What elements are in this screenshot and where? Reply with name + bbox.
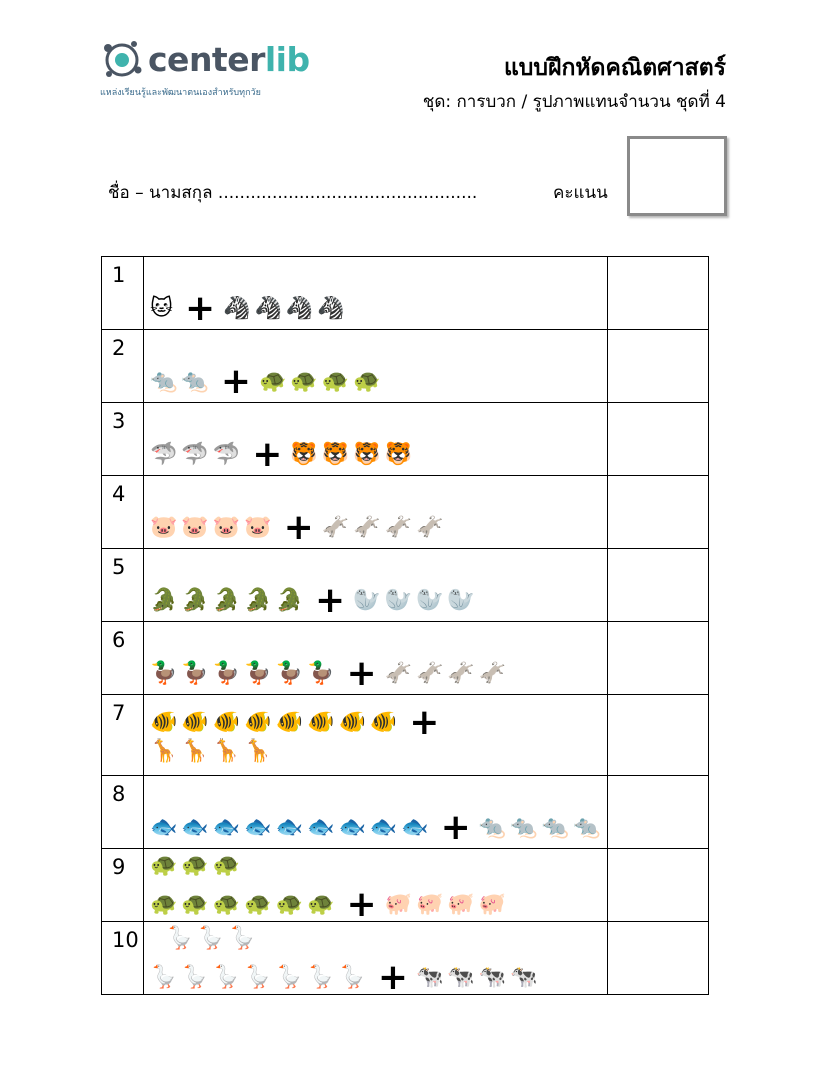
plus-sign: + xyxy=(283,507,314,548)
left-group xyxy=(150,444,244,466)
left-group xyxy=(150,298,177,320)
goose-icon: 🪿 xyxy=(307,965,335,990)
goldfish-icon: 🐠 xyxy=(275,710,304,735)
rat-icon: 🐀 xyxy=(181,369,209,394)
duck-icon: 🦆 xyxy=(150,661,178,686)
answer-cell[interactable] xyxy=(608,403,709,476)
zebra-icon: 🦓 xyxy=(254,296,282,321)
walrus-icon: 🦭 xyxy=(447,588,475,613)
worksheet-title: แบบฝึกหัดคณิตศาสตร์ xyxy=(503,55,726,81)
turtle-icon: 🐢 xyxy=(258,369,287,394)
giraffe-icon: 🦒 xyxy=(244,739,272,764)
goose-icon: 🪿 xyxy=(244,965,272,990)
answer-cell[interactable] xyxy=(608,849,709,922)
left-group xyxy=(150,712,401,734)
question-pictures xyxy=(144,549,608,622)
goose-icon: 🪿 xyxy=(166,926,194,951)
plus-sign: + xyxy=(184,288,216,329)
giraffe-icon: 🦒 xyxy=(150,739,178,764)
left-group-top xyxy=(166,928,260,950)
right-group xyxy=(259,371,385,393)
question-row xyxy=(102,403,709,476)
blue-fish-icon: 🐟 xyxy=(307,815,335,840)
crocodile-icon: 🐊 xyxy=(275,588,304,613)
right-group xyxy=(353,590,479,612)
blue-fish-icon: 🐟 xyxy=(181,815,209,840)
question-number: 4 xyxy=(102,476,144,549)
maneki-neko-cat-icon: 🐱 xyxy=(150,296,173,321)
right-group xyxy=(322,517,448,539)
pig-icon: 🐖 xyxy=(447,892,475,917)
left-group xyxy=(150,371,213,393)
question-number: 5 xyxy=(102,549,144,622)
goose-icon: 🪿 xyxy=(181,965,209,990)
right-group xyxy=(385,663,511,685)
sea-turtle-icon: 🐢 xyxy=(212,853,241,878)
tiger-icon: 🐯 xyxy=(384,442,413,467)
score-label: คะแนน xyxy=(553,183,608,203)
duck-icon: 🦆 xyxy=(307,661,335,686)
plus-sign: + xyxy=(346,653,377,694)
goldfish-icon: 🐠 xyxy=(369,710,398,735)
question-number: 7 xyxy=(102,695,144,776)
pig-icon: 🐷 xyxy=(150,515,178,540)
plus-sign: + xyxy=(315,580,346,621)
sea-turtle-icon: 🐢 xyxy=(181,892,209,917)
question-pictures xyxy=(144,403,608,476)
zebra-icon: 🦓 xyxy=(285,296,314,321)
zebra-icon: 🦓 xyxy=(317,296,345,321)
giraffe-icon: 🦒 xyxy=(212,739,241,764)
question-row xyxy=(102,622,709,695)
crocodile-icon: 🐊 xyxy=(212,588,241,613)
answer-cell[interactable] xyxy=(608,549,709,622)
tiger-icon: 🐯 xyxy=(321,442,350,467)
left-group xyxy=(150,663,338,685)
shark-icon: 🦈 xyxy=(212,442,241,467)
left-group xyxy=(150,517,276,539)
left-group xyxy=(150,817,433,839)
rat-icon: 🐀 xyxy=(150,369,178,394)
question-row xyxy=(102,476,709,549)
sea-turtle-icon: 🐢 xyxy=(212,892,241,917)
plus-sign: + xyxy=(409,702,440,743)
worksheet-subtitle: ชุด: การบวก / รูปภาพแทนจำนวน ชุดที่ 4 xyxy=(422,92,726,112)
goose-icon: 🪿 xyxy=(228,926,257,951)
cow-icon: 🐄 xyxy=(416,965,444,990)
question-row xyxy=(102,549,709,622)
duck-icon: 🦆 xyxy=(244,661,272,686)
pig-icon: 🐷 xyxy=(244,515,272,540)
question-pictures xyxy=(144,695,608,776)
goldfish-icon: 🐠 xyxy=(150,710,178,735)
logo-wordmark: centerlib xyxy=(148,40,310,79)
goose-icon: 🪿 xyxy=(212,965,241,990)
right-group xyxy=(416,967,542,989)
donkey-icon: 🫏 xyxy=(384,661,413,686)
question-number: 3 xyxy=(102,403,144,476)
answer-cell[interactable] xyxy=(608,476,709,549)
answer-cell[interactable] xyxy=(608,330,709,403)
question-pictures xyxy=(144,776,608,849)
plus-sign: + xyxy=(346,884,377,925)
pig-icon: 🐖 xyxy=(416,892,444,917)
duck-icon: 🦆 xyxy=(212,661,241,686)
left-group xyxy=(150,894,338,916)
sea-turtle-icon: 🐢 xyxy=(275,892,304,917)
donkey-icon: 🫏 xyxy=(353,515,381,540)
answer-cell[interactable] xyxy=(608,622,709,695)
goose-icon: 🪿 xyxy=(338,965,366,990)
goldfish-icon: 🐠 xyxy=(244,710,272,735)
question-row xyxy=(102,330,709,403)
pig-icon: 🐖 xyxy=(478,892,507,917)
blue-fish-icon: 🐟 xyxy=(369,815,398,840)
right-group xyxy=(223,298,349,320)
donkey-icon: 🫏 xyxy=(478,661,507,686)
question-row xyxy=(102,776,709,849)
pig-icon: 🐷 xyxy=(181,515,209,540)
walrus-icon: 🦭 xyxy=(384,588,413,613)
cow-icon: 🐄 xyxy=(510,965,538,990)
question-number: 2 xyxy=(102,330,144,403)
duck-icon: 🦆 xyxy=(181,661,209,686)
blue-fish-icon: 🐟 xyxy=(212,815,241,840)
giraffe-icon: 🦒 xyxy=(181,739,209,764)
goose-icon: 🪿 xyxy=(275,965,304,990)
student-name-field[interactable]: ชื่อ – นามสกุล ................................................ xyxy=(108,183,478,203)
donkey-icon: 🫏 xyxy=(416,661,444,686)
sea-turtle-icon: 🐢 xyxy=(181,853,209,878)
question-number: 9 xyxy=(102,849,144,922)
sea-turtle-icon: 🐢 xyxy=(150,853,178,878)
donkey-icon: 🫏 xyxy=(416,515,444,540)
tiger-icon: 🐯 xyxy=(290,442,318,467)
right-group xyxy=(479,817,605,839)
question-number: 6 xyxy=(102,622,144,695)
pig-icon: 🐷 xyxy=(212,515,241,540)
right-group xyxy=(150,741,276,763)
blue-fish-icon: 🐟 xyxy=(150,815,178,840)
donkey-icon: 🫏 xyxy=(321,515,350,540)
logo-tagline: แหล่งเรียนรู้และพัฒนาตนเองสำหรับทุกวัย xyxy=(100,88,261,98)
duck-icon: 🦆 xyxy=(275,661,304,686)
question-pictures xyxy=(144,622,608,695)
goldfish-icon: 🐠 xyxy=(338,710,366,735)
blue-fish-icon: 🐟 xyxy=(275,815,304,840)
cow-icon: 🐄 xyxy=(478,965,507,990)
donkey-icon: 🫏 xyxy=(384,515,413,540)
question-number: 8 xyxy=(102,776,144,849)
pig-icon: 🐖 xyxy=(384,892,413,917)
zebra-icon: 🦓 xyxy=(223,296,251,321)
question-pictures xyxy=(144,849,608,925)
score-box[interactable] xyxy=(627,136,727,216)
answer-cell[interactable] xyxy=(608,695,709,776)
rat-icon: 🐀 xyxy=(510,815,538,840)
left-group xyxy=(150,967,370,989)
turtle-icon: 🐢 xyxy=(353,369,381,394)
goldfish-icon: 🐠 xyxy=(212,710,241,735)
answer-cell[interactable] xyxy=(608,257,709,330)
blue-fish-icon: 🐟 xyxy=(338,815,366,840)
question-pictures xyxy=(144,476,608,549)
turtle-icon: 🐢 xyxy=(321,369,350,394)
walrus-icon: 🦭 xyxy=(416,588,444,613)
sea-turtle-icon: 🐢 xyxy=(150,892,178,917)
goldfish-icon: 🐠 xyxy=(181,710,209,735)
donkey-icon: 🫏 xyxy=(447,661,475,686)
goldfish-icon: 🐠 xyxy=(307,710,335,735)
crocodile-icon: 🐊 xyxy=(150,588,178,613)
question-row xyxy=(102,257,709,330)
left-group xyxy=(150,590,307,612)
plus-sign: + xyxy=(220,361,251,402)
turtle-icon: 🐢 xyxy=(290,369,318,394)
question-number: 1 xyxy=(102,257,144,330)
sea-turtle-icon: 🐢 xyxy=(307,892,335,917)
question-row xyxy=(102,922,709,995)
question-row xyxy=(102,695,709,776)
question-row xyxy=(102,849,709,922)
rat-icon: 🐀 xyxy=(573,815,601,840)
rat-icon: 🐀 xyxy=(478,815,507,840)
left-group-top xyxy=(150,855,244,877)
tiger-icon: 🐯 xyxy=(353,442,381,467)
right-group xyxy=(385,894,511,916)
blue-fish-icon: 🐟 xyxy=(401,815,429,840)
rat-icon: 🐀 xyxy=(541,815,570,840)
answer-cell[interactable] xyxy=(608,776,709,849)
crocodile-icon: 🐊 xyxy=(244,588,272,613)
crocodile-icon: 🐊 xyxy=(181,588,209,613)
plus-sign: + xyxy=(252,434,283,475)
centerlib-logo-icon xyxy=(100,38,144,82)
question-pictures xyxy=(144,257,608,330)
blue-fish-icon: 🐟 xyxy=(244,815,272,840)
shark-icon: 🦈 xyxy=(181,442,209,467)
goose-icon: 🪿 xyxy=(197,926,225,951)
walrus-icon: 🦭 xyxy=(353,588,381,613)
answer-cell[interactable] xyxy=(608,922,709,995)
right-group xyxy=(290,444,416,466)
shark-icon: 🦈 xyxy=(150,442,178,467)
cow-icon: 🐄 xyxy=(447,965,475,990)
sea-turtle-icon: 🐢 xyxy=(244,892,272,917)
plus-sign: + xyxy=(440,807,471,848)
centerlib-logo xyxy=(100,38,330,98)
goose-icon: 🪿 xyxy=(150,965,178,990)
plus-sign: + xyxy=(377,957,409,998)
question-pictures xyxy=(144,330,608,403)
question-table xyxy=(101,256,709,998)
question-pictures xyxy=(144,922,608,998)
question-number: 10 xyxy=(102,922,144,995)
